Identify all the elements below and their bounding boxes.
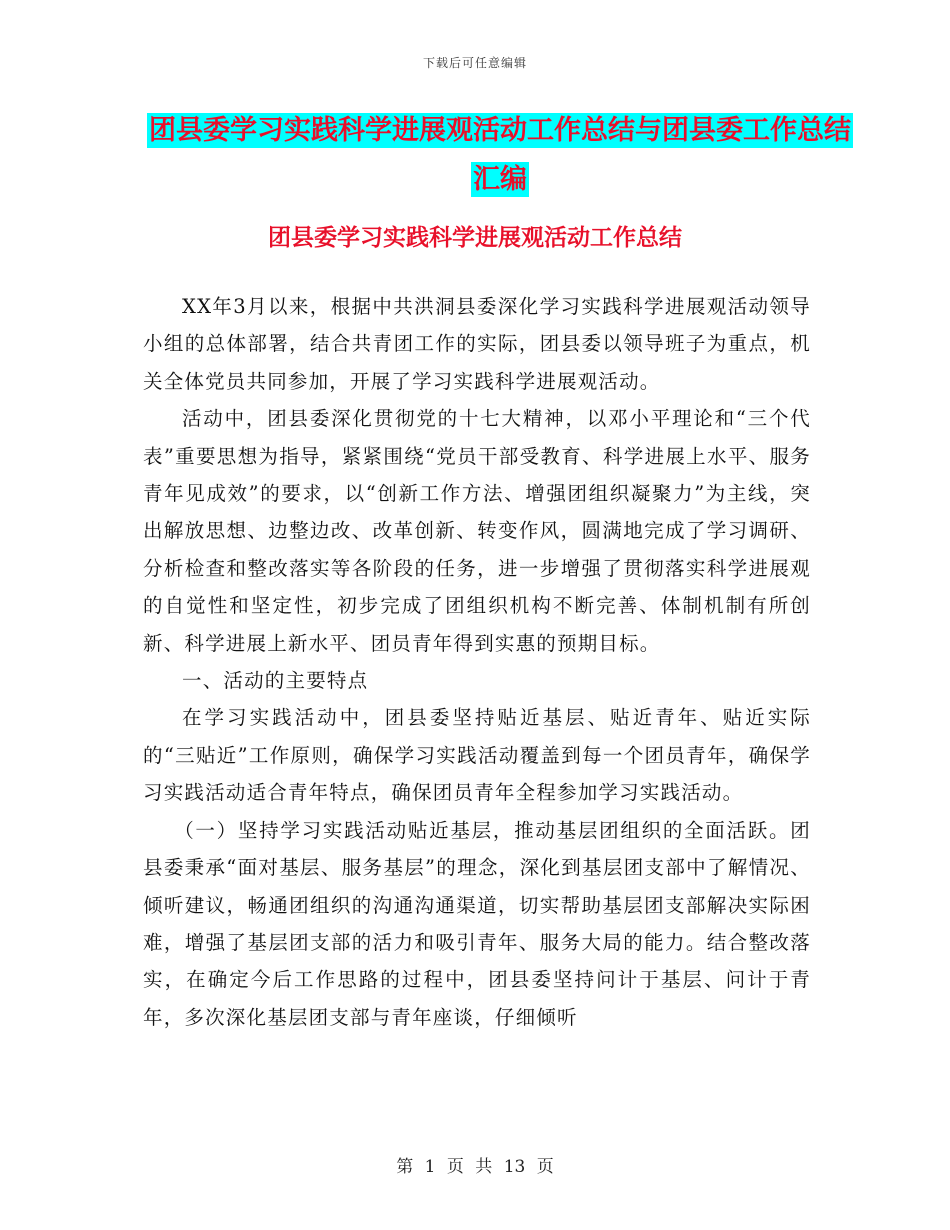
- document-main-title: [140, 106, 860, 204]
- page-number: 第 1 页 共 13 页: [396, 1157, 554, 1177]
- paragraph-activity: 活动中，团县委深化贯彻党的十七大精神，以邓小平理论和“三个代表”重要思想为指导，紧紧围绕“党员干部受教育、科学进展上水平、服务青年见成效”的要求，以“创新工作方法、增强团组织凝聚力”为主线，突出解放思想、边整边改、改革创新、转变作风，圆满地完成了学习调研、分析检查和整改落实等各阶段的任务，进一步增强了贯彻落实科学进展观的自觉性和坚定性，初步完成了团组织机构不断完善、体制机制有所创新、科学进展上新水平、团员青年得到实惠的预期目标。: [143, 407, 811, 655]
- paragraph-three-close: 在学习实践活动中，团县委坚持贴近基层、贴近青年、贴近实际的“三贴近”工作原则，确保学习实践活动覆盖到每一个团员青年，确保学习实践活动适合青年特点，确保团员青年全程参加学习实践活动。: [143, 706, 811, 805]
- page-header-note: 下载后可任意编辑: [422, 56, 527, 70]
- main-title-text: 团县委学习实践科学进展观活动工作总结与团县委工作总结汇编: [149, 115, 851, 195]
- paragraph-grassroots: （一）坚持学习实践活动贴近基层，推动基层团组织的全面活跃。团县委秉承“面对基层、服务基层”的理念，深化到基层团支部中了解情况、倾听建议，畅通团组织的沟通沟通渠道，切实帮助基层团支部解决实际困难，增强了基层团支部的活力和吸引青年、服务大局的能力。结合整改落实，在确定今后工作思路的过程中，团县委坚持问计于基层、问计于青年，多次深化基层团支部与青年座谈，仔细倾听: [143, 818, 811, 1029]
- document-body: [143, 288, 811, 1036]
- paragraph-intro: XX年3月以来，根据中共洪洞县委深化学习实践科学进展观活动领导小组的总体部署，结合共青团工作的实际，团县委以领导班子为重点，机关全体党员共同参加，开展了学习实践科学进展观活动。: [143, 295, 811, 393]
- section-title: 团县委学习实践科学进展观活动工作总结: [268, 225, 682, 251]
- heading-main-features: 一、活动的主要特点: [182, 669, 369, 693]
